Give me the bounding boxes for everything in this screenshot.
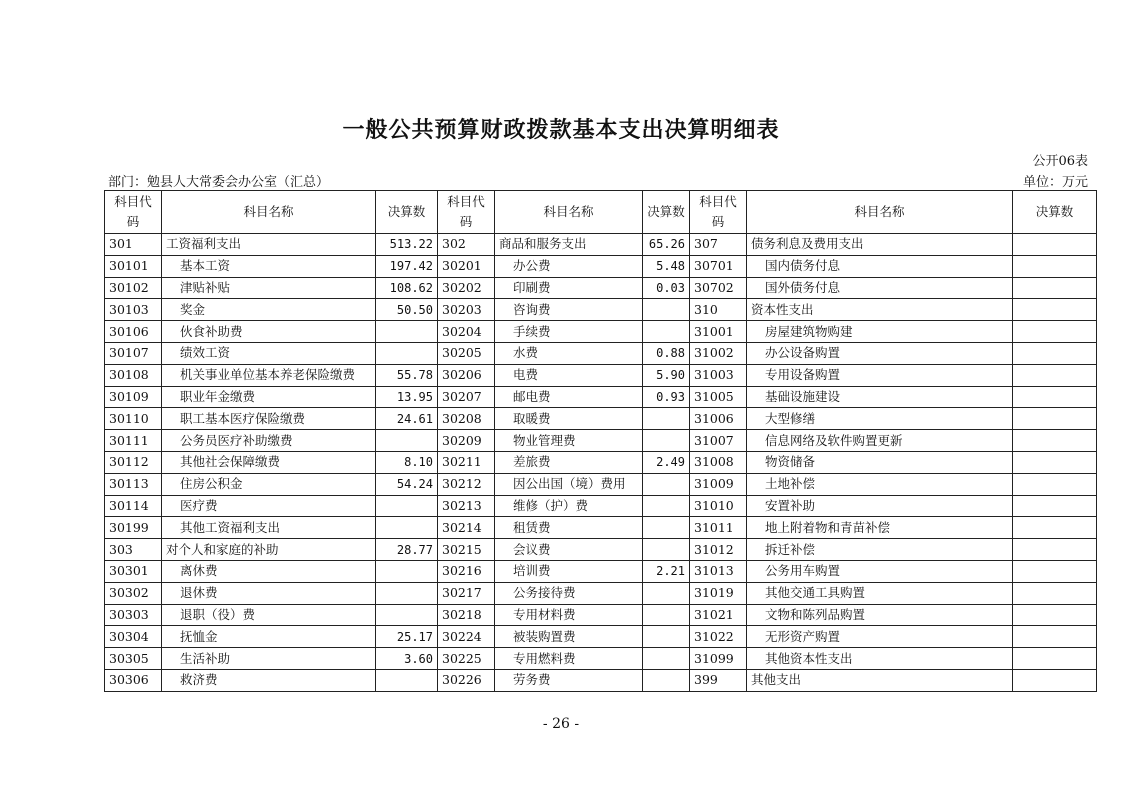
header-code-3: 科目代码	[690, 191, 747, 234]
subject-name-cell: 退休费	[162, 582, 376, 604]
final-amount-cell	[1013, 234, 1097, 256]
subject-name-cell: 拆迁补偿	[747, 539, 1013, 561]
subject-name-cell: 公务员医疗补助缴费	[162, 430, 376, 452]
subject-code-cell: 30218	[438, 604, 495, 626]
subject-name-cell: 办公设备购置	[747, 342, 1013, 364]
header-code-1: 科目代码	[105, 191, 162, 234]
final-amount-cell	[1013, 539, 1097, 561]
subject-name-cell: 机关事业单位基本养老保险缴费	[162, 364, 376, 386]
subject-code-cell: 30303	[105, 604, 162, 626]
final-amount-cell: 0.93	[643, 386, 690, 408]
header-name-2: 科目名称	[495, 191, 643, 234]
final-amount-cell: 3.60	[376, 648, 438, 670]
subject-name-cell: 租赁费	[495, 517, 643, 539]
subject-code-cell: 30201	[438, 255, 495, 277]
subject-code-cell: 31007	[690, 430, 747, 452]
subject-code-cell: 310	[690, 299, 747, 321]
subject-name-cell: 公务接待费	[495, 582, 643, 604]
final-amount-cell	[376, 517, 438, 539]
header-amount-1: 决算数	[376, 191, 438, 234]
subject-code-cell: 30102	[105, 277, 162, 299]
subject-name-cell: 其他交通工具购置	[747, 582, 1013, 604]
subject-code-cell: 31011	[690, 517, 747, 539]
final-amount-cell	[376, 342, 438, 364]
subject-code-cell: 303	[105, 539, 162, 561]
subject-code-cell: 31099	[690, 648, 747, 670]
subject-code-cell: 30206	[438, 364, 495, 386]
department-label: 部门：勉县人大常委会办公室（汇总）	[108, 175, 330, 190]
subject-name-cell: 资本性支出	[747, 299, 1013, 321]
subject-name-cell: 维修（护）费	[495, 495, 643, 517]
subject-name-cell: 职工基本医疗保险缴费	[162, 408, 376, 430]
subject-name-cell: 职业年金缴费	[162, 386, 376, 408]
subject-name-cell: 基础设施建设	[747, 386, 1013, 408]
final-amount-cell: 55.78	[376, 364, 438, 386]
subject-code-cell: 30214	[438, 517, 495, 539]
final-amount-cell	[643, 430, 690, 452]
subject-name-cell: 津贴补贴	[162, 277, 376, 299]
subject-name-cell: 离休费	[162, 560, 376, 582]
table-row	[105, 626, 1097, 648]
table-row	[105, 669, 1097, 691]
subject-name-cell: 专用燃料费	[495, 648, 643, 670]
subject-code-cell: 31019	[690, 582, 747, 604]
final-amount-cell: 2.21	[643, 560, 690, 582]
subject-code-cell: 30226	[438, 669, 495, 691]
subject-code-cell: 31001	[690, 321, 747, 343]
subject-code-cell: 30306	[105, 669, 162, 691]
subject-name-cell: 取暖费	[495, 408, 643, 430]
final-amount-cell: 0.03	[643, 277, 690, 299]
final-amount-cell: 65.26	[643, 234, 690, 256]
final-amount-cell	[1013, 408, 1097, 430]
final-amount-cell: 28.77	[376, 539, 438, 561]
final-amount-cell	[643, 321, 690, 343]
final-amount-cell	[1013, 582, 1097, 604]
subject-name-cell: 信息网络及软件购置更新	[747, 430, 1013, 452]
table-row	[105, 604, 1097, 626]
subject-name-cell: 住房公积金	[162, 473, 376, 495]
table-header-row	[105, 191, 1097, 234]
final-amount-cell: 8.10	[376, 451, 438, 473]
subject-name-cell: 专用材料费	[495, 604, 643, 626]
table-row	[105, 234, 1097, 256]
subject-name-cell: 办公费	[495, 255, 643, 277]
final-amount-cell	[1013, 299, 1097, 321]
subject-name-cell: 医疗费	[162, 495, 376, 517]
final-amount-cell	[1013, 321, 1097, 343]
subject-name-cell: 抚恤金	[162, 626, 376, 648]
subject-name-cell: 生活补助	[162, 648, 376, 670]
header-name-1: 科目名称	[162, 191, 376, 234]
table-row	[105, 451, 1097, 473]
table-row	[105, 255, 1097, 277]
subject-name-cell: 对个人和家庭的补助	[162, 539, 376, 561]
final-amount-cell: 5.90	[643, 364, 690, 386]
subject-name-cell: 国外债务付息	[747, 277, 1013, 299]
final-amount-cell	[643, 582, 690, 604]
subject-name-cell: 公务用车购置	[747, 560, 1013, 582]
final-amount-cell	[376, 582, 438, 604]
final-amount-cell	[1013, 669, 1097, 691]
subject-code-cell: 30103	[105, 299, 162, 321]
subject-name-cell: 其他工资福利支出	[162, 517, 376, 539]
table-row	[105, 560, 1097, 582]
final-amount-cell	[1013, 560, 1097, 582]
final-amount-cell: 5.48	[643, 255, 690, 277]
final-amount-cell	[1013, 626, 1097, 648]
subject-code-cell: 399	[690, 669, 747, 691]
final-amount-cell	[643, 517, 690, 539]
table-body	[105, 234, 1097, 692]
subject-code-cell: 30225	[438, 648, 495, 670]
subject-code-cell: 31009	[690, 473, 747, 495]
final-amount-cell	[376, 430, 438, 452]
subject-code-cell: 31010	[690, 495, 747, 517]
final-amount-cell	[1013, 604, 1097, 626]
subject-code-cell: 30208	[438, 408, 495, 430]
subject-name-cell: 水费	[495, 342, 643, 364]
final-amount-cell	[1013, 495, 1097, 517]
subject-name-cell: 基本工资	[162, 255, 376, 277]
subject-code-cell: 30113	[105, 473, 162, 495]
subject-code-cell: 30199	[105, 517, 162, 539]
final-amount-cell	[376, 604, 438, 626]
subject-name-cell: 电费	[495, 364, 643, 386]
subject-name-cell: 邮电费	[495, 386, 643, 408]
subject-name-cell: 物资储备	[747, 451, 1013, 473]
subject-name-cell: 被装购置费	[495, 626, 643, 648]
final-amount-cell	[376, 495, 438, 517]
final-amount-cell: 24.61	[376, 408, 438, 430]
final-amount-cell: 2.49	[643, 451, 690, 473]
subject-name-cell: 奖金	[162, 299, 376, 321]
final-amount-cell	[1013, 430, 1097, 452]
final-amount-cell	[643, 648, 690, 670]
subject-name-cell: 伙食补助费	[162, 321, 376, 343]
page-number: - 26 -	[542, 716, 580, 732]
subject-name-cell: 土地补偿	[747, 473, 1013, 495]
expenditure-detail-table	[104, 190, 1097, 692]
final-amount-cell: 54.24	[376, 473, 438, 495]
subject-code-cell: 31021	[690, 604, 747, 626]
subject-code-cell: 31008	[690, 451, 747, 473]
subject-code-cell: 30217	[438, 582, 495, 604]
subject-code-cell: 30204	[438, 321, 495, 343]
subject-code-cell: 30114	[105, 495, 162, 517]
subject-name-cell: 债务利息及费用支出	[747, 234, 1013, 256]
subject-name-cell: 退职（役）费	[162, 604, 376, 626]
subject-name-cell: 印刷费	[495, 277, 643, 299]
subject-name-cell: 手续费	[495, 321, 643, 343]
header-code-2: 科目代码	[438, 191, 495, 234]
subject-code-cell: 30304	[105, 626, 162, 648]
subject-name-cell: 绩效工资	[162, 342, 376, 364]
final-amount-cell	[643, 669, 690, 691]
final-amount-cell: 0.88	[643, 342, 690, 364]
final-amount-cell	[1013, 648, 1097, 670]
subject-code-cell: 30110	[105, 408, 162, 430]
final-amount-cell: 25.17	[376, 626, 438, 648]
final-amount-cell	[376, 669, 438, 691]
subject-name-cell: 商品和服务支出	[495, 234, 643, 256]
subject-code-cell: 30302	[105, 582, 162, 604]
subject-name-cell: 差旅费	[495, 451, 643, 473]
table-row	[105, 648, 1097, 670]
final-amount-cell	[643, 408, 690, 430]
subject-code-cell: 30211	[438, 451, 495, 473]
final-amount-cell	[643, 604, 690, 626]
unit-label: 单位：万元	[1022, 175, 1088, 190]
subject-code-cell: 302	[438, 234, 495, 256]
table-row	[105, 364, 1097, 386]
subject-name-cell: 因公出国（境）费用	[495, 473, 643, 495]
final-amount-cell	[643, 473, 690, 495]
subject-code-cell: 30109	[105, 386, 162, 408]
subject-name-cell: 房屋建筑物购建	[747, 321, 1013, 343]
subject-code-cell: 30209	[438, 430, 495, 452]
subject-name-cell: 工资福利支出	[162, 234, 376, 256]
subject-name-cell: 国内债务付息	[747, 255, 1013, 277]
table-row	[105, 277, 1097, 299]
subject-code-cell: 31013	[690, 560, 747, 582]
subject-name-cell: 大型修缮	[747, 408, 1013, 430]
subject-code-cell: 307	[690, 234, 747, 256]
table-row	[105, 342, 1097, 364]
subject-code-cell: 31005	[690, 386, 747, 408]
table-row	[105, 408, 1097, 430]
table-row	[105, 386, 1097, 408]
final-amount-cell: 513.22	[376, 234, 438, 256]
subject-code-cell: 30207	[438, 386, 495, 408]
final-amount-cell	[643, 626, 690, 648]
subject-code-cell: 30702	[690, 277, 747, 299]
subject-code-cell: 30301	[105, 560, 162, 582]
subject-code-cell: 30111	[105, 430, 162, 452]
subject-code-cell: 31012	[690, 539, 747, 561]
subject-code-cell: 30112	[105, 451, 162, 473]
table-row	[105, 495, 1097, 517]
subject-code-cell: 30215	[438, 539, 495, 561]
table-row	[105, 430, 1097, 452]
final-amount-cell: 197.42	[376, 255, 438, 277]
final-amount-cell: 108.62	[376, 277, 438, 299]
final-amount-cell	[1013, 342, 1097, 364]
header-amount-2: 决算数	[643, 191, 690, 234]
header-amount-3: 决算数	[1013, 191, 1097, 234]
subject-name-cell: 救济费	[162, 669, 376, 691]
subject-name-cell: 物业管理费	[495, 430, 643, 452]
subject-code-cell: 30701	[690, 255, 747, 277]
subject-code-cell: 30212	[438, 473, 495, 495]
final-amount-cell	[1013, 473, 1097, 495]
final-amount-cell	[1013, 255, 1097, 277]
subject-code-cell: 30216	[438, 560, 495, 582]
subject-name-cell: 无形资产购置	[747, 626, 1013, 648]
subject-name-cell: 文物和陈列品购置	[747, 604, 1013, 626]
header-name-3: 科目名称	[747, 191, 1013, 234]
subject-code-cell: 30305	[105, 648, 162, 670]
page-title: 一般公共预算财政拨款基本支出决算明细表	[342, 117, 780, 143]
table-code: 公开06表	[1032, 154, 1088, 169]
subject-code-cell: 30101	[105, 255, 162, 277]
final-amount-cell	[1013, 451, 1097, 473]
subject-name-cell: 地上附着物和青苗补偿	[747, 517, 1013, 539]
table-row	[105, 517, 1097, 539]
subject-code-cell: 30202	[438, 277, 495, 299]
subject-name-cell: 会议费	[495, 539, 643, 561]
subject-code-cell: 30108	[105, 364, 162, 386]
final-amount-cell	[1013, 364, 1097, 386]
final-amount-cell: 13.95	[376, 386, 438, 408]
final-amount-cell	[1013, 386, 1097, 408]
final-amount-cell	[1013, 517, 1097, 539]
subject-name-cell: 安置补助	[747, 495, 1013, 517]
subject-name-cell: 其他支出	[747, 669, 1013, 691]
subject-code-cell: 30213	[438, 495, 495, 517]
subject-code-cell: 30106	[105, 321, 162, 343]
subject-code-cell: 30224	[438, 626, 495, 648]
final-amount-cell	[643, 299, 690, 321]
subject-code-cell: 301	[105, 234, 162, 256]
table-row	[105, 321, 1097, 343]
final-amount-cell	[643, 539, 690, 561]
final-amount-cell	[376, 560, 438, 582]
subject-name-cell: 其他社会保障缴费	[162, 451, 376, 473]
subject-code-cell: 30203	[438, 299, 495, 321]
subject-name-cell: 培训费	[495, 560, 643, 582]
subject-code-cell: 31002	[690, 342, 747, 364]
final-amount-cell: 50.50	[376, 299, 438, 321]
final-amount-cell	[1013, 277, 1097, 299]
subject-name-cell: 其他资本性支出	[747, 648, 1013, 670]
table-row	[105, 473, 1097, 495]
table-row	[105, 539, 1097, 561]
subject-code-cell: 30107	[105, 342, 162, 364]
subject-name-cell: 咨询费	[495, 299, 643, 321]
subject-code-cell: 31006	[690, 408, 747, 430]
table-row	[105, 582, 1097, 604]
table-row	[105, 299, 1097, 321]
final-amount-cell	[643, 495, 690, 517]
subject-name-cell: 劳务费	[495, 669, 643, 691]
final-amount-cell	[376, 321, 438, 343]
subject-code-cell: 31022	[690, 626, 747, 648]
subject-code-cell: 31003	[690, 364, 747, 386]
subject-code-cell: 30205	[438, 342, 495, 364]
subject-name-cell: 专用设备购置	[747, 364, 1013, 386]
